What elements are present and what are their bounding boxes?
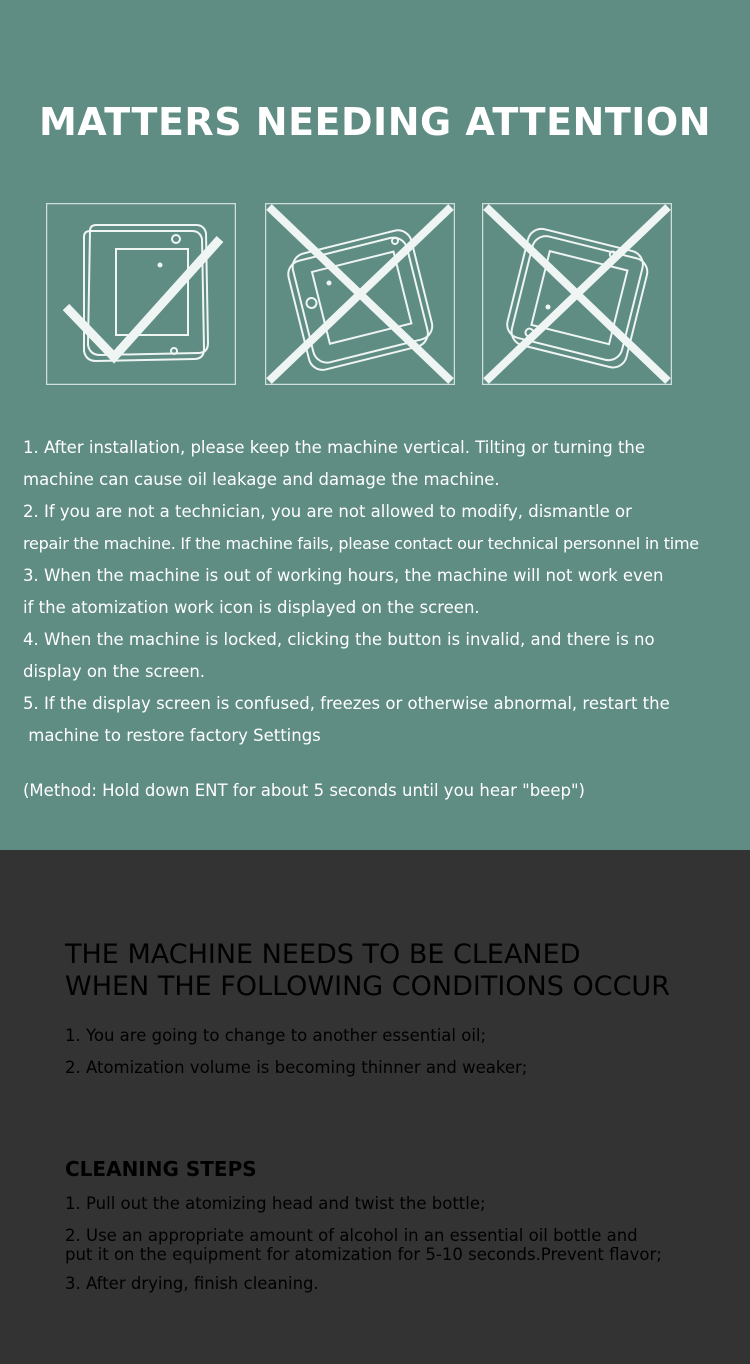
cleaning-conditions-list xyxy=(65,1020,527,1084)
list-item: machine can cause oil leakage and damage the machine. xyxy=(23,470,500,489)
reset-method-note: (Method: Hold down ENT for about 5 seconds until you hear "beep") xyxy=(23,781,585,800)
list-item: display on the screen. xyxy=(23,662,206,681)
attention-title: MATTERS NEEDING ATTENTION xyxy=(38,100,712,144)
list-item xyxy=(65,1226,662,1264)
list-item: repair the machine. If the machine fails, please contact our technical personnel in time xyxy=(23,534,699,553)
list-item: 1. After installation, please keep the machine vertical. Tilting or turning the xyxy=(23,438,646,457)
cleaning-title-line2: WHEN THE FOLLOWING CONDITIONS OCCUR xyxy=(65,971,670,1002)
cleaning-title-line1: THE MACHINE NEEDS TO BE CLEANED xyxy=(65,939,581,970)
cleaning-conditions-title xyxy=(65,939,670,1003)
correct-vertical-placement-icon xyxy=(46,203,236,385)
wrong-tilted-placement-icon xyxy=(482,203,672,385)
wrong-tilted-placement-icon xyxy=(265,203,455,385)
list-item: machine to restore factory Settings xyxy=(23,726,321,745)
step2-line1: 2. Use an appropriate amount of alcohol in an essential oil bottle and xyxy=(65,1226,638,1245)
attention-list xyxy=(23,432,743,752)
list-item: 3. When the machine is out of working hours, the machine will not work even xyxy=(23,566,664,585)
cleaning-steps-list xyxy=(65,1188,662,1300)
list-item: 2. Atomization volume is becoming thinner and weaker; xyxy=(65,1058,528,1077)
list-item: 1. You are going to change to another essential oil; xyxy=(65,1026,487,1045)
list-item: 4. When the machine is locked, clicking the button is invalid, and there is no xyxy=(23,630,655,649)
list-item: 3. After drying, finish cleaning. xyxy=(65,1274,319,1293)
list-item: 5. If the display screen is confused, freezes or otherwise abnormal, restart the xyxy=(23,694,670,713)
step2-line2: put it on the equipment for atomization for 5-10 seconds.Prevent flavor; xyxy=(65,1245,662,1264)
list-item: 2. If you are not a technician, you are not allowed to modify, dismantle or xyxy=(23,502,632,521)
list-item: 1. Pull out the atomizing head and twist the bottle; xyxy=(65,1194,486,1213)
list-item: if the atomization work icon is displayed on the screen. xyxy=(23,598,480,617)
cleaning-steps-title: CLEANING STEPS xyxy=(65,1157,257,1181)
